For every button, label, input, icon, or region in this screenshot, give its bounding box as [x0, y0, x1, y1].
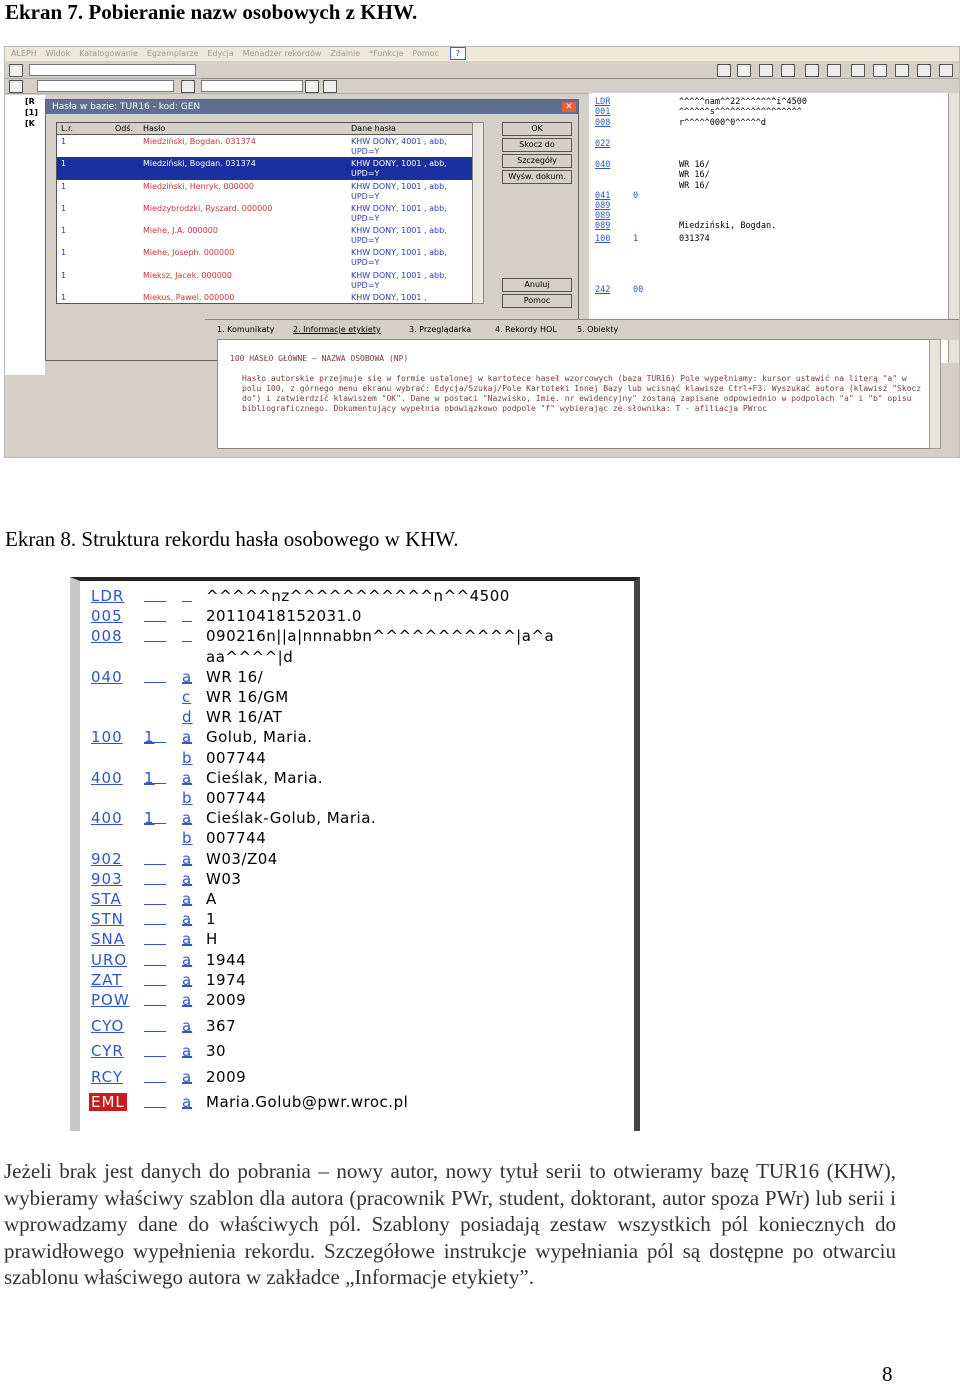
field-tag: 040 [595, 160, 611, 170]
headings-table [56, 122, 473, 304]
field-tag: 089 [595, 211, 611, 221]
screen8-caption: Ekran 8. Struktura rekordu hasła osobowego w KHW. [5, 527, 459, 551]
toolbar-icon-9[interactable] [895, 64, 909, 77]
row-heading: Miedziński, Bogdan. 031374 [143, 159, 256, 169]
toolbar-icon-a[interactable] [305, 80, 319, 93]
page-number: 8 [882, 1362, 893, 1386]
menu-item-menadzer[interactable]: Menadżer rekordów [242, 49, 322, 58]
row-data: KHW DONY, 1001 , abb, UPD=Y [351, 181, 447, 201]
record-field-row[interactable] [80, 1042, 630, 1062]
field-sub: a [182, 1042, 193, 1061]
tab-przegladarka[interactable]: 3. Przeglądarka [409, 325, 472, 334]
menu-item-edycja[interactable]: Edycja [207, 49, 234, 58]
field-val[interactable]: 007744 [206, 789, 267, 807]
field-val[interactable]: aa^^^^|d [206, 647, 294, 666]
field-sub [182, 607, 192, 622]
field-val[interactable]: 2009 [206, 991, 247, 1009]
toolbar-field[interactable] [29, 64, 196, 76]
field-sub: a [182, 1092, 193, 1111]
col-haslo: Hasło [143, 124, 166, 133]
field-ind [144, 1042, 166, 1057]
field-sub: a [182, 910, 193, 929]
field-tag: 400 [91, 809, 123, 828]
tab-rekordy-hol[interactable]: 4. Rekordy HOL [495, 325, 557, 334]
record-field-row[interactable] [80, 991, 630, 1011]
nav-icon[interactable] [181, 80, 195, 93]
field-sub: a [182, 950, 193, 969]
field-tag: LDR [91, 587, 125, 605]
field-val[interactable]: 090216n||a|nnnabbn^^^^^^^^^^^|a^a [206, 627, 555, 646]
field-val[interactable]: 2009 [206, 1067, 247, 1086]
label-info-box [217, 339, 931, 449]
field-tag: 008 [595, 118, 611, 128]
field-sub: a [182, 1017, 193, 1036]
row-data: KHW DONY, 1001 , abb, UPD=Y [351, 270, 447, 290]
field-value[interactable]: r^^^^^000^0^^^^^d [679, 118, 766, 128]
toolbar-icon-5[interactable] [805, 64, 819, 77]
field-val[interactable]: 007744 [206, 829, 267, 848]
help-button[interactable]: Pomoc [502, 294, 572, 308]
field-ind [144, 607, 166, 622]
row-heading: Miedziński, Henryk. 000000 [143, 181, 255, 191]
tree-node[interactable]: [1] [25, 108, 38, 117]
field-tag: 022 [595, 139, 611, 149]
toolbar-icon-b[interactable] [323, 80, 337, 93]
field-tag: CYR [91, 1042, 124, 1061]
screen7-caption: Ekran 7. Pobieranie nazw osobowych z KHW. [5, 0, 418, 24]
record-field-row[interactable] [80, 728, 630, 748]
menu-item-egzemplarze[interactable]: Egzemplarze [146, 49, 199, 58]
toolbar-second [5, 79, 959, 94]
table-row[interactable] [57, 202, 472, 224]
record-field-row[interactable] [80, 648, 630, 668]
details-button[interactable]: Szczegóły [502, 154, 572, 168]
help-icon[interactable]: ? [450, 47, 466, 60]
record-field-row[interactable] [80, 870, 630, 890]
field-value[interactable]: WR 16/ [679, 160, 710, 170]
field-val[interactable]: WR 16/AT [206, 708, 283, 727]
toolbar-icon-10[interactable] [917, 64, 931, 77]
field-tag: 100 [595, 234, 611, 244]
field-value[interactable]: 031374 [679, 234, 710, 244]
record-field-row[interactable] [80, 1068, 630, 1088]
table-row[interactable] [57, 135, 472, 157]
field-val[interactable]: 30 [206, 1042, 227, 1061]
record-field-row[interactable] [80, 951, 630, 971]
field-ind: 1 [144, 769, 166, 784]
col-ods: Odś. [115, 124, 134, 133]
field-sub: a [182, 970, 193, 989]
field-sub: a [182, 890, 193, 908]
row-heading: Miehe, Joseph. 000000 [143, 248, 235, 258]
field-ind [144, 668, 166, 683]
dropdown-field[interactable] [37, 80, 174, 92]
field-value[interactable]: ^^^^^^s^^^^^^^^^^^^^^^^^ [679, 107, 802, 117]
field-value[interactable]: WR 16/ [679, 181, 710, 191]
field-ind [144, 890, 166, 905]
toolbar-icon-1[interactable] [717, 64, 731, 77]
row-heading: Miedziński, Bogdan. 031374 [143, 137, 256, 146]
toolbar-top [5, 62, 959, 79]
field-sub: a [182, 809, 193, 828]
field-val[interactable]: H [206, 930, 218, 949]
field-sub: a [182, 1067, 193, 1086]
field-tag: CYO [91, 1017, 125, 1036]
field-tag: 001 [595, 107, 611, 117]
row-data: KHW DONY, 1001 , abb, UPD=Y [351, 226, 447, 246]
menu-item-katalogowanie[interactable]: Katalogowanie [79, 49, 138, 58]
field-ind: 1 [144, 728, 166, 743]
field-indicator: 1 [633, 234, 639, 244]
field-val[interactable]: 1 [206, 910, 217, 929]
row-heading: Miekus, Pawel. 000000 [143, 293, 235, 303]
field-tag: 041 [595, 191, 611, 201]
left-tree [5, 95, 45, 375]
field-tag: 903 [91, 869, 123, 888]
field-val[interactable]: ^^^^^nz^^^^^^^^^^^n^^4500 [206, 587, 510, 605]
field-tag: LDR [595, 97, 611, 107]
info-scrollbar[interactable] [929, 339, 941, 449]
field-tag: POW [91, 991, 130, 1009]
field-tag: EML [91, 1092, 125, 1111]
record-field-row[interactable] [80, 850, 630, 870]
record-field-row[interactable] [80, 769, 630, 789]
tab-obiekty[interactable]: 5. Obiekty [577, 325, 619, 334]
toolbar-icon-3[interactable] [759, 64, 773, 77]
field-tag: 242 [595, 285, 611, 295]
field-ind [144, 971, 166, 986]
toolbar-icon-11[interactable] [939, 64, 953, 77]
field-val[interactable]: W03/Z04 [206, 849, 278, 868]
row-data: KHW DONY, 1001 , abb, UPD=Y [351, 203, 447, 223]
field-tag: URO [91, 950, 128, 969]
record-field-row[interactable] [80, 971, 630, 991]
row-data: KHW DONY, 1001 , abb, UPD=Y [351, 248, 447, 268]
field-ind [144, 850, 166, 865]
table-row[interactable] [57, 224, 472, 246]
record-field-row[interactable] [80, 688, 630, 708]
field-val[interactable]: Golub, Maria. [206, 728, 313, 747]
field-tag: ZAT [91, 970, 123, 989]
field-value[interactable]: ^^^^^nam^^22^^^^^^^i^4500 [679, 97, 807, 107]
record-field-row[interactable] [80, 809, 630, 829]
jump-to-button[interactable]: Skocz do [502, 138, 572, 152]
field-sub: a [182, 728, 193, 747]
menu-item-aleph[interactable]: ALEPH [11, 49, 37, 58]
row-heading: Miedzybrodzki, Ryszard. 000000 [143, 203, 273, 213]
field-val[interactable]: 20110418152031.0 [206, 607, 362, 626]
field-sub: b [182, 829, 193, 848]
record-structure-screenshot [70, 577, 640, 1131]
menu-item-pomoc[interactable]: Pomoc [412, 49, 439, 58]
field-ind [144, 1017, 166, 1032]
tab-strip [205, 319, 959, 340]
record-field-row[interactable] [80, 668, 630, 688]
field-tag: STA [91, 890, 122, 908]
row-num: 1 [61, 270, 67, 280]
field-ind [144, 870, 166, 885]
col-dane: Dane hasła [351, 124, 396, 133]
field-sub: a [182, 768, 193, 787]
field-tag: 400 [91, 768, 123, 787]
table-row[interactable] [57, 180, 472, 202]
record-field-row[interactable] [80, 789, 630, 809]
record-field-row[interactable] [80, 749, 630, 769]
field-sub: a [182, 869, 193, 888]
dialog-title: Hasła w bazie: TUR16 - kod: GEN [46, 100, 578, 114]
cancel-button[interactable]: Anuluj [502, 278, 572, 292]
tab-informacje-etykiety[interactable]: 2. Informacje etykiety [293, 325, 381, 334]
table-row[interactable] [57, 269, 472, 291]
field-tag: 040 [91, 667, 123, 686]
row-num: 1 [61, 137, 67, 146]
field-ind [144, 1093, 166, 1108]
record-field-row[interactable] [80, 910, 630, 930]
field-ind [144, 1068, 166, 1083]
field-ind [144, 930, 166, 945]
field-sub: c [182, 688, 192, 706]
field-tag: 008 [91, 627, 123, 646]
field-val[interactable]: WR 16/GM [206, 688, 289, 706]
table-row-selected[interactable] [57, 157, 472, 179]
field-tag: 005 [91, 607, 123, 626]
toolbar-field-2[interactable] [201, 80, 303, 92]
show-docs-button[interactable]: Wyśw. dokum. [502, 170, 572, 184]
field-sub: a [182, 667, 193, 686]
field-sub: d [182, 708, 193, 727]
field-val[interactable]: 367 [206, 1017, 237, 1036]
field-tag: SNA [91, 930, 126, 949]
field-ind [144, 910, 166, 925]
field-val[interactable]: Cieślak-Golub, Maria. [206, 809, 377, 828]
field-tag: 089 [595, 221, 611, 231]
record-field-row[interactable] [80, 829, 630, 849]
row-data: KHW DONY, 1001 , abb, UPD=Y [351, 159, 447, 179]
menu-bar [5, 47, 959, 61]
field-tag: STN [91, 910, 124, 929]
field-ind: 1 [144, 809, 166, 824]
field-val[interactable]: W03 [206, 869, 242, 888]
field-sub: b [182, 748, 193, 767]
field-tag: 100 [91, 728, 123, 747]
field-val[interactable]: A [206, 890, 217, 908]
row-num: 1 [61, 181, 67, 191]
tree-node[interactable]: [R [25, 97, 35, 106]
body-paragraph: Jeżeli brak jest danych do pobrania – nowy autor, nowy tytuł serii to otwieramy bazę TUR16 (KHW), wybieramy właściwy szablon dla autora (pracownik PWr, student, doktorant, autor spoza PWr) lub serii i wprowadzamy dane do właściwych pól. Szablony posiadają zestaw wszystkich pól koniecznych do prawidłowego wypełnienia rekordu. Szczegółowe instrukcje wypełniania pól są dostępne po otwarciu szablonu właściwego autora w zakładce „Informacje etykiety”. [4, 1159, 896, 1289]
field-val[interactable]: 007744 [206, 748, 267, 767]
row-num: 1 [61, 248, 67, 258]
table-header [57, 123, 472, 135]
field-indicator: 00 [633, 285, 644, 295]
menu-item-funkcje[interactable]: *Funkcje [369, 49, 404, 58]
field-ind [144, 991, 166, 1006]
row-num: 1 [61, 226, 67, 236]
field-ind [144, 951, 166, 966]
row-num: 1 [61, 203, 67, 213]
field-val[interactable]: 1944 [206, 950, 247, 969]
close-icon[interactable]: ✕ [562, 102, 576, 112]
field-val[interactable]: Cieślak, Maria. [206, 768, 324, 787]
field-sub: a [182, 849, 193, 868]
record-field-row[interactable] [80, 1093, 630, 1113]
list-icon[interactable] [9, 80, 23, 93]
record-field-row[interactable] [80, 607, 630, 627]
col-lr: L.r. [61, 124, 74, 133]
toolbar-icon-7[interactable] [851, 64, 865, 77]
field-value[interactable]: Miedziński, Bogdan. [679, 221, 777, 231]
record-field-row[interactable] [80, 890, 630, 910]
field-tag: 089 [595, 201, 611, 211]
ok-button[interactable]: OK [502, 122, 572, 136]
table-row[interactable] [57, 246, 472, 268]
field-sub: a [182, 991, 193, 1009]
field-value[interactable]: WR 16/ [679, 170, 710, 180]
field-tag: RCY [91, 1067, 124, 1086]
info-body: Hasło autorskie przejmuje się w formie ustalonej w kartotece haseł wzorcowych (baza TUR16) Pole wypełniamy: kursor ustawić na literą "a" w polu 100, z górnego menu ekranu wybrać: Edycja/Szukaj/Pole Kartoteki Innej Bazy lub wcisnąć klawisze Ctrl+F3. Wyszukać autora (klawisz "Skocz do") i zatwierdzić klawiszem "OK". Dane w postaci "Nazwisko, Imię. nr ewidencyjny" zostaną zapisane odpowiednio w podpolach "a" i "b" opisu bibliograficznego. Dokumentujący wypełnia obowiązkowo podpole "f" wybierając ze słownika: T - afiliacja PWroc [242, 374, 922, 413]
field-sub [182, 627, 192, 642]
field-ind [144, 587, 166, 602]
toolbar-icon-4[interactable] [781, 64, 795, 77]
row-heading: Miehe, J.A. 000000 [143, 226, 218, 236]
aleph-screenshot [4, 46, 960, 458]
info-header: 100 HASŁO GŁÓWNE – NAZWA OSOBOWA (NP) [230, 354, 409, 363]
row-data: KHW DONY, 1001 , [351, 293, 427, 303]
field-tag: 902 [91, 849, 123, 868]
field-sub: b [182, 789, 193, 807]
record-field-row[interactable] [80, 930, 630, 950]
field-sub [182, 587, 192, 602]
record-field-row[interactable] [80, 708, 630, 728]
tab-komunikaty[interactable]: 1. Komunikaty [217, 325, 275, 334]
row-heading: Mieksz, Jacek. 000000 [143, 270, 232, 280]
row-data: KHW DONY, 4001 , abb, UPD=Y [351, 137, 447, 156]
field-sub: a [182, 930, 193, 949]
dialog-scrollbar[interactable] [472, 122, 484, 304]
tree-node[interactable]: [K [25, 119, 35, 128]
field-val[interactable]: Maria.Golub@pwr.wroc.pl [206, 1092, 409, 1111]
row-num: 1 [61, 293, 67, 303]
table-row[interactable] [57, 291, 472, 304]
field-val[interactable]: 1974 [206, 970, 247, 989]
record-field-row[interactable] [80, 587, 630, 607]
record-field-row[interactable] [80, 1017, 630, 1037]
field-ind [144, 627, 166, 642]
menu-item-zdalnie[interactable]: Zdalnie [330, 49, 361, 58]
toolbar-icon-2[interactable] [737, 64, 751, 77]
window-icon[interactable] [9, 64, 23, 77]
record-field-row[interactable] [80, 627, 630, 647]
field-val[interactable]: WR 16/ [206, 667, 264, 686]
menu-item-widok[interactable]: Widok [45, 49, 71, 58]
row-num: 1 [61, 159, 67, 169]
field-indicator: 0 [633, 191, 639, 201]
toolbar-icon-8[interactable] [873, 64, 887, 77]
toolbar-icon-6[interactable] [827, 64, 841, 77]
